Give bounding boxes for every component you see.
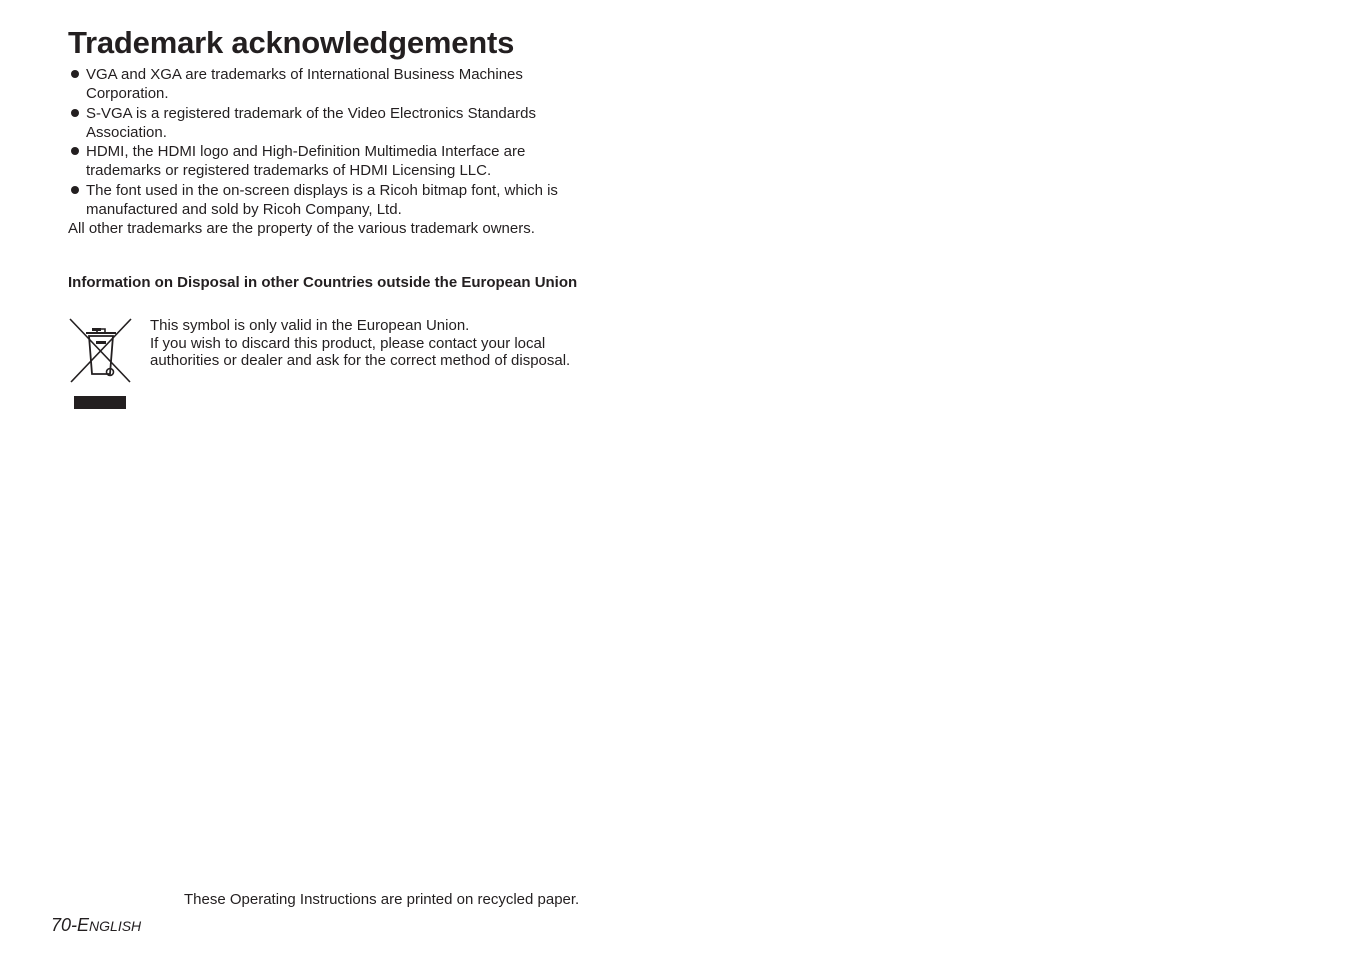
list-item-text: S-VGA is a registered trademark of the Video Electronics Standards <box>86 104 536 122</box>
bullet-icon <box>71 70 79 78</box>
other-trademarks-note: All other trademarks are the property of the various trademark owners. <box>68 220 535 237</box>
list-item-text: trademarks or registered trademarks of HDMI Licensing LLC. <box>86 162 492 180</box>
crossed-out-wheelie-bin-icon <box>68 316 134 412</box>
bullet-icon <box>71 109 79 117</box>
list-item-text: The font used in the on-screen displays is a Ricoh bitmap font, which is <box>86 181 558 199</box>
bullet-icon <box>71 186 79 194</box>
list-item-text: VGA and XGA are trademarks of International Business Machines <box>86 66 523 83</box>
page-language-initial: E <box>77 915 90 935</box>
list-item <box>68 142 608 181</box>
disposal-heading: Information on Disposal in other Countries outside the European Union <box>68 274 578 291</box>
list-item-text: Association. <box>86 123 167 141</box>
list-item-text: HDMI, the HDMI logo and High-Definition Multimedia Interface are <box>86 143 526 161</box>
disposal-line: authorities or dealer and ask for the correct method of disposal. <box>150 352 571 369</box>
list-item <box>68 181 608 220</box>
page-number <box>51 914 141 937</box>
trademark-list <box>68 65 608 219</box>
list-item <box>68 104 608 143</box>
disposal-line: This symbol is only valid in the European Union. <box>150 317 470 334</box>
list-item <box>68 65 608 104</box>
disposal-text <box>150 317 570 370</box>
recycled-paper-note: These Operating Instructions are printed on recycled paper. <box>184 891 580 908</box>
list-item-text: manufactured and sold by Ricoh Company, Ltd. <box>86 201 402 219</box>
page-title: Trademark acknowledgements <box>68 25 515 60</box>
list-item-text: Corporation. <box>86 85 169 103</box>
page-language-rest: NGLISH <box>89 918 142 934</box>
page-number-prefix: 70- <box>51 915 78 935</box>
disposal-line: If you wish to discard this product, please contact your local <box>150 334 546 352</box>
bullet-icon <box>71 147 79 155</box>
